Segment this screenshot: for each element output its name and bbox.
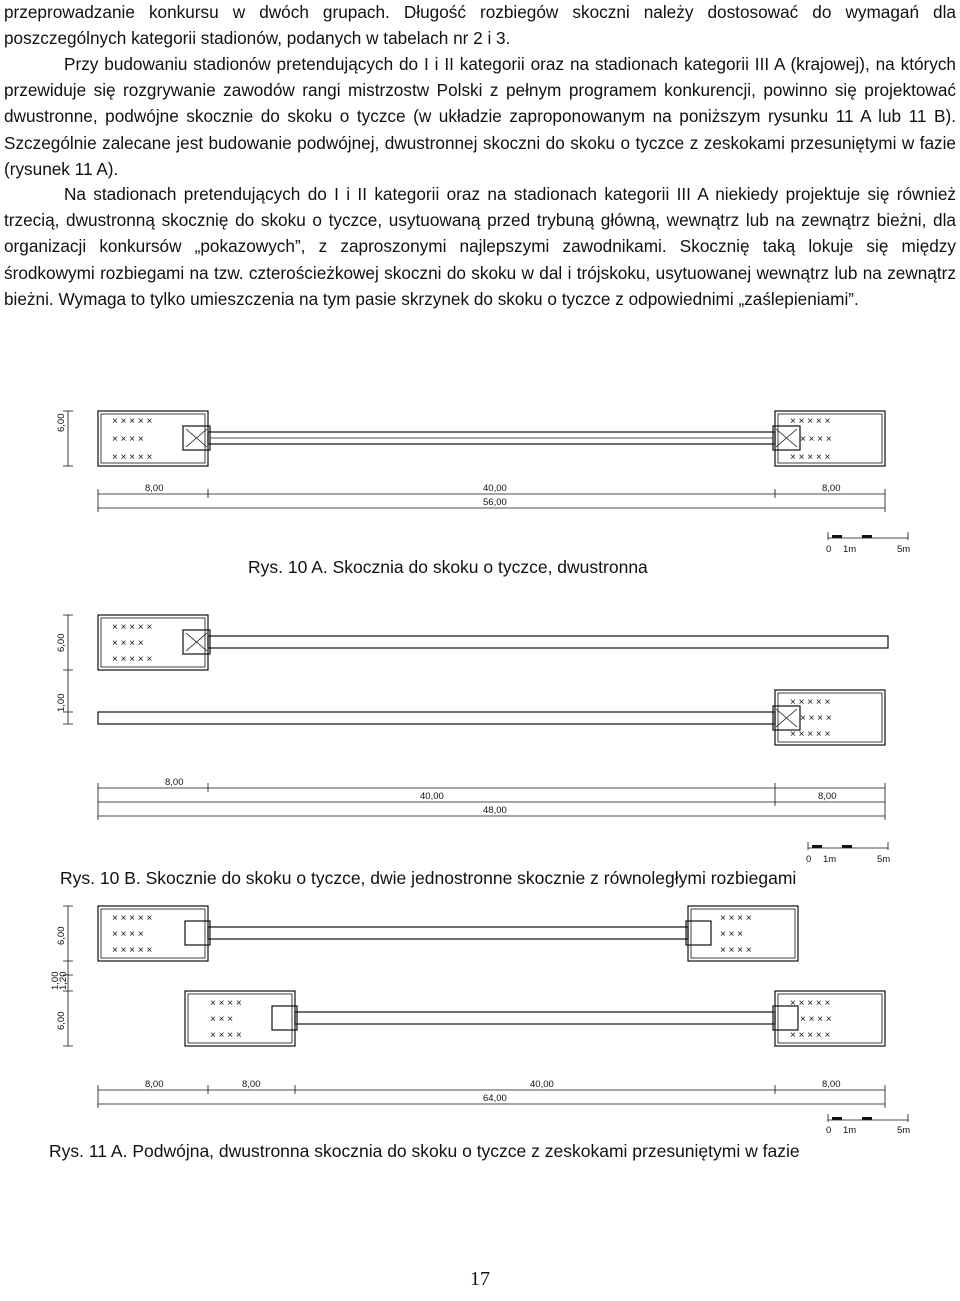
paragraph-1: przeprowadzanie konkursu w dwóch grupach. Długość rozbiegów skoczni należy dostosować do wymagań dla poszczególnych kategorii stadionów, podanych w tabelach nr 2 i 3.: [4, 2, 956, 49]
dim-total: 56,00: [483, 497, 507, 508]
scale-1m: 1m: [823, 854, 837, 865]
dim-middle: 40,00: [420, 791, 444, 802]
figure-10a-drawing: [0, 400, 960, 565]
figure-10b-drawing: [0, 605, 960, 865]
dim-right: 8,00: [822, 1079, 841, 1090]
pit-row2-left: [185, 991, 295, 1046]
dim-right: 8,00: [822, 483, 841, 494]
dim-gap: 1,00: [56, 693, 67, 712]
caption-11a: Rys. 11 A. Podwójna, dwustronna skocznia do skoku o tyczce z zeskokami przesuniętymi w fazie: [49, 1141, 800, 1161]
dim-left: 8,00: [145, 1079, 164, 1090]
svg-text:× × × × ×: × × × × ×: [790, 416, 831, 427]
svg-text:× × × ×: × × × ×: [800, 1014, 832, 1025]
svg-text:× × × × ×: × × × × ×: [790, 697, 831, 708]
pit-top-left: [98, 615, 208, 670]
dim-total: 48,00: [483, 805, 507, 816]
page-number: 17: [470, 1268, 490, 1290]
dim-gap: 1,00: [50, 971, 61, 990]
scale-5m: 5m: [897, 544, 911, 555]
dimension-height: [56, 615, 73, 724]
svg-text:× × × × ×: × × × × ×: [790, 452, 831, 463]
scale-bar: [806, 842, 890, 865]
dim-left: 8,00: [145, 483, 164, 494]
dim-mid1: 8,00: [242, 1079, 261, 1090]
scale-0: 0: [826, 544, 832, 555]
scale-1m: 1m: [843, 544, 857, 555]
figure-11a-drawing: [0, 900, 960, 1135]
runway-top: [183, 630, 888, 654]
svg-text:× × × × ×: × × × × ×: [112, 622, 153, 633]
dim-height-top: 6,00: [56, 926, 67, 945]
box-left: [183, 426, 210, 450]
dim-gap2: 1,20: [58, 971, 69, 990]
svg-text:× × ×: × × ×: [720, 929, 744, 940]
pit-row1-left: [98, 906, 208, 961]
runway: [208, 432, 775, 444]
runway-bottom: [98, 706, 800, 730]
svg-text:× × × ×: × × × ×: [112, 434, 144, 445]
svg-text:× × × ×: × × × ×: [210, 998, 242, 1009]
dimension-lines: [98, 777, 885, 820]
dim-height-bottom: 6,00: [56, 1011, 67, 1030]
pit-bottom-right: [775, 690, 885, 745]
runway-row1: [185, 921, 711, 945]
svg-text:× × × × ×: × × × × ×: [112, 416, 153, 427]
svg-text:× × × × ×: × × × × ×: [112, 654, 153, 665]
dim-middle: 40,00: [530, 1079, 554, 1090]
caption-10b: Rys. 10 B. Skocznie do skoku o tyczce, dwie jednostronne skocznie z równoległymi rozbiegami: [60, 868, 797, 888]
svg-text:× × ×: × × ×: [210, 1014, 234, 1025]
scale-5m: 5m: [877, 854, 891, 865]
dim-right: 8,00: [818, 791, 837, 802]
svg-text:× × × × ×: × × × × ×: [790, 729, 831, 740]
pit-markers: [112, 416, 832, 463]
dim-height: 6,00: [56, 413, 67, 432]
pit-row2-right: [775, 991, 885, 1046]
dim-middle: 40,00: [483, 483, 507, 494]
svg-text:× × × ×: × × × ×: [720, 945, 752, 956]
svg-text:× × × ×: × × × ×: [800, 434, 832, 445]
scale-bar: [826, 532, 910, 555]
scale-0: 0: [826, 1125, 832, 1136]
box-right: [773, 426, 800, 450]
dimension-height: [50, 906, 73, 1046]
svg-text:× × × × ×: × × × × ×: [112, 945, 153, 956]
paragraph-3: Na stadionach pretendujących do I i II kategorii oraz na stadionach kategorii III A niekiedy projektuje się również trzecią, dwustronną skocznię do skoku o tyczce, usytuowaną przed trybuną główną, wewnątrz lub na zewnątrz bieżni, dla organizacji konkursów „pokazowych”, z zaproszonymi najlepszymi zawodnikami. Skocznię taką lokuje się między środkowymi rozbiegami na tzw. czterościeżkowej skoczni do skoku w dal i trójskoku, usytuowanej wewnątrz lub na zewnątrz bieżni. Wymaga to tylko umieszczenia na tym pasie skrzynek do skoku o tyczce z odpowiednimi „zaślepieniami”.: [4, 184, 956, 309]
scale-0: 0: [806, 854, 812, 865]
scale-1m: 1m: [843, 1125, 857, 1136]
svg-text:× × × × ×: × × × × ×: [790, 1030, 831, 1041]
pit-row1-right: [688, 906, 798, 961]
svg-text:× × × ×: × × × ×: [720, 913, 752, 924]
svg-text:× × × ×: × × × ×: [112, 638, 144, 649]
dimension-lines: [98, 1079, 885, 1108]
scale-5m: 5m: [897, 1125, 911, 1136]
svg-text:× × × × ×: × × × × ×: [112, 452, 153, 463]
runway-row2: [272, 1006, 798, 1030]
svg-text:× × × ×: × × × ×: [112, 929, 144, 940]
dimension-lines: [98, 483, 885, 512]
dim-left: 8,00: [165, 777, 184, 788]
dim-total: 64,00: [483, 1093, 507, 1104]
scale-bar: [826, 1114, 910, 1136]
caption-10a: Rys. 10 A. Skocznia do skoku o tyczce, dwustronna: [248, 557, 648, 577]
svg-text:× × × × ×: × × × × ×: [112, 913, 153, 924]
dimension-height: [56, 411, 73, 466]
dim-height: 6,00: [56, 633, 67, 652]
svg-text:× × × ×: × × × ×: [800, 713, 832, 724]
svg-text:× × × × ×: × × × × ×: [790, 998, 831, 1009]
svg-text:× × × ×: × × × ×: [210, 1030, 242, 1041]
paragraph-2: Przy budowaniu stadionów pretendujących do I i II kategorii oraz na stadionach kategorii III A (krajowej), na których przewiduje się rozgrywanie zawodów rangi mistrzostw Polski z pełnym programem konkurencji, powinno się projektować dwustronne, podwójne skocznie do skoku o tyczce (w układzie zaproponowanym na poniższym rysunku 11 A lub 11 B). Szczególnie zalecane jest budowanie podwójnej, dwustronnej skoczni do skoku o tyczce z zeskokami przesuniętymi w fazie (rysunek 11 A).: [4, 54, 956, 179]
